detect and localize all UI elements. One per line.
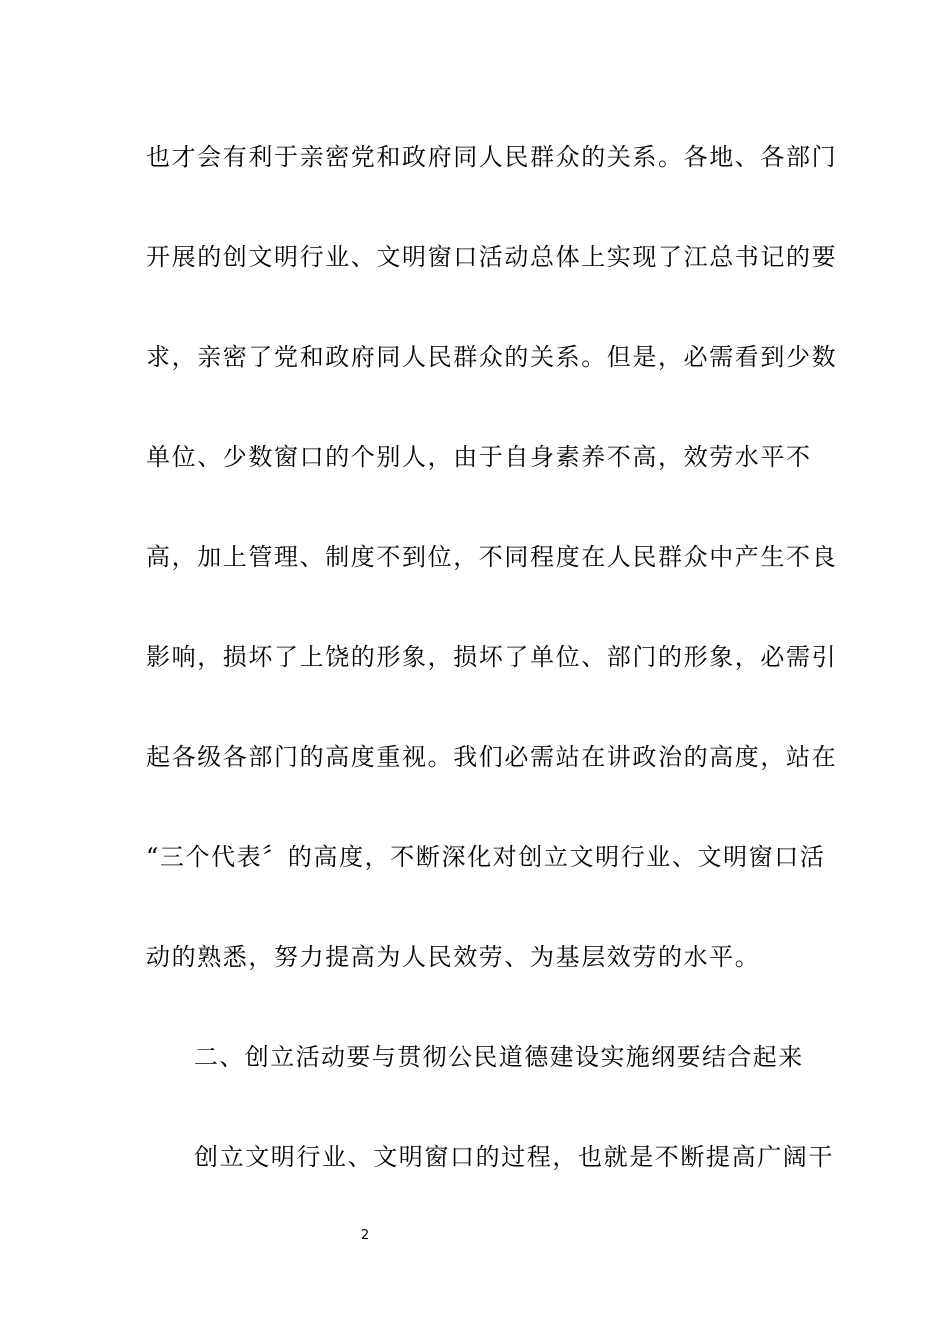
body-text-line: 也才会有利于亲密党和政府同人民群众的关系。各地、各部门 (146, 143, 838, 171)
paragraph-first-line: 创立文明行业、文明窗口的过程，也就是不断提高广阔干 (194, 1143, 834, 1171)
body-text-line: 影响，损坏了上饶的形象，损坏了单位、部门的形象，必需引 (146, 643, 838, 671)
body-text-line: 求，亲密了党和政府同人民群众的关系。但是，必需看到少数 (146, 343, 838, 371)
body-text-line: 单位、少数窗口的个别人，由于自身素养不高，效劳水平不 (146, 443, 812, 471)
body-text-line: 开展的创文明行业、文明窗口活动总体上实现了江总书记的要 (146, 243, 838, 271)
body-text-line: “三个代表〞的高度，不断深化对创立文明行业、文明窗口活 (146, 843, 826, 871)
page-number: 2 (360, 1228, 370, 1243)
body-text-line: 起各级各部门的高度重视。我们必需站在讲政治的高度，站在 (146, 743, 838, 771)
body-text-line-last: 动的熟悉，努力提高为人民效劳、为基层效劳的水平。 (146, 943, 761, 971)
section-heading: 二、创立活动要与贯彻公民道德建设实施纲要结合起来 (194, 1043, 804, 1071)
body-text-line: 高，加上管理、制度不到位，不同程度在人民群众中产生不良 (146, 543, 838, 571)
